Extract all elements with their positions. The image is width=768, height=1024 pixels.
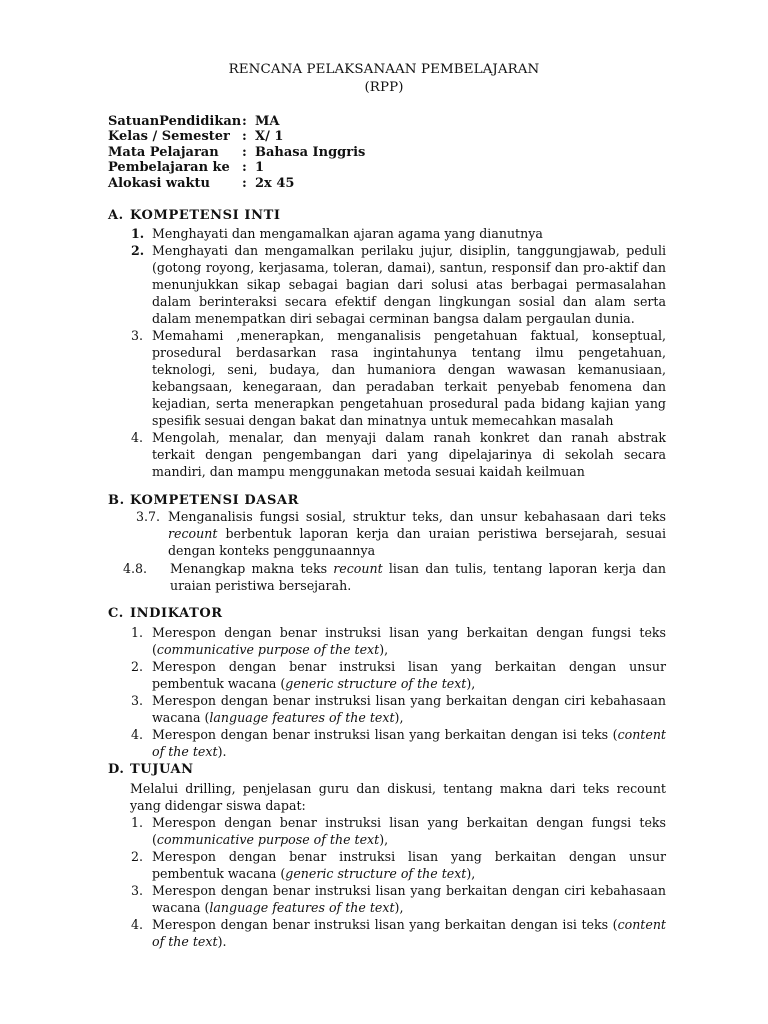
list-text-em: recount [168, 526, 218, 541]
list-number: 4. [131, 430, 144, 445]
list-item [131, 882, 666, 916]
list-text-em: content of the text [152, 727, 666, 759]
list-number: 1. [131, 815, 144, 830]
list-text-post: ), [379, 832, 389, 847]
identity-key: Kelas / Semester [108, 129, 230, 145]
section-title: INDIKATOR [130, 606, 223, 621]
identity-key: Mata Pelajaran [108, 144, 219, 160]
list-text-pre: Merespon dengan benar instruksi lisan yang berkaitan dengan unsur pembentuk wacana ( [152, 849, 666, 881]
list-text-em: language features of the text [209, 710, 395, 725]
section-title: KOMPETENSI DASAR [130, 493, 300, 508]
list-text: Mengolah, menalar, dan menyaji dalam ranah konkret dan ranah abstrak terkait dengan pengembangan dari yang dipelajarinya di sekolah secara mandiri, dan mampu menggunakan metoda sesuai kaidah keilmuan [152, 430, 666, 479]
identity-row [108, 129, 365, 144]
list-text-pre: Merespon dengan benar instruksi lisan yang berkaitan dengan fungsi teks ( [152, 815, 666, 847]
list-number: 2. [131, 243, 145, 258]
list-text-pre: Merespon dengan benar instruksi lisan yang berkaitan dengan ciri kebahasaan wacana ( [152, 693, 666, 725]
list-item [131, 242, 666, 327]
identity-value: Bahasa Inggris [255, 144, 366, 160]
list-text: Menghayati dan mengamalkan perilaku jujur, disiplin, tanggungjawab, peduli (gotong royong, kerjasama, toleran, damai), santun, responsif dan pro-aktif dan menunjukkan sikap sebagai bagian dari solusi atas berbagai permasalahan dalam berinteraksi secara efektif dengan lingkungan sosial dan alam serta dalam menempatkan diri sebagai cerminan bangsa dalam pergaulan dunia. [152, 243, 666, 326]
list-text-post: berbentuk laporan kerja dan uraian peristiwa bersejarah, sesuai dengan konteks penggunaannya [168, 526, 666, 558]
kompetensi-dasar-item [136, 508, 666, 559]
section-c-heading [108, 605, 668, 622]
identity-value: X/ 1 [255, 129, 284, 145]
list-text-em: communicative purpose of the text [156, 832, 380, 847]
identity-row [108, 160, 365, 175]
list-text-em: language features of the text [209, 900, 395, 915]
identity-row [108, 114, 365, 129]
list-text-pre: Merespon dengan benar instruksi lisan yang berkaitan dengan unsur pembentuk wacana ( [152, 659, 666, 691]
list-number: 4.8. [123, 561, 148, 576]
indikator-list [131, 624, 666, 760]
list-text-post: ), [394, 710, 404, 725]
list-number: 2. [131, 849, 144, 864]
list-text-post: ), [466, 866, 476, 881]
list-text: Menghayati dan mengamalkan ajaran agama yang dianutnya [152, 226, 543, 241]
section-letter: D. [108, 762, 125, 777]
list-text-pre: Menganalisis fungsi sosial, struktur teks, dan unsur kebahasaan dari teks [168, 509, 666, 524]
list-text-em: communicative purpose of the text [156, 642, 380, 657]
identity-value: 2x 45 [255, 175, 295, 191]
identity-colon: : [242, 175, 247, 191]
document-subtitle: (RPP) [364, 80, 404, 95]
section-a-heading [108, 207, 668, 224]
list-text-em: content of the text [152, 917, 666, 949]
list-text-post: ), [379, 642, 389, 657]
list-item [131, 814, 666, 848]
list-item [131, 225, 666, 242]
list-number: 3. [131, 883, 144, 898]
section-letter: A. [108, 208, 124, 223]
list-text-pre: Merespon dengan benar instruksi lisan yang berkaitan dengan ciri kebahasaan wacana ( [152, 883, 666, 915]
list-item [131, 429, 666, 480]
list-text-pre: Merespon dengan benar instruksi lisan yang berkaitan dengan isi teks ( [152, 727, 618, 742]
identity-key: Alokasi waktu [108, 175, 210, 191]
list-text-post: lisan dan tulis, tentang laporan kerja dan uraian peristiwa bersejarah. [170, 561, 666, 593]
identity-row [108, 176, 365, 191]
list-number: 3.7. [136, 509, 161, 524]
list-text-em: generic structure of the text [285, 866, 467, 881]
section-title: TUJUAN [130, 762, 194, 777]
list-text-em: recount [333, 561, 383, 576]
identity-colon: : [242, 129, 247, 145]
identity-row [108, 145, 365, 160]
tujuan-list [131, 814, 666, 950]
section-letter: C. [108, 606, 124, 621]
list-item [131, 624, 666, 658]
list-item [136, 508, 666, 559]
list-text-em: generic structure of the text [285, 676, 467, 691]
identity-key: SatuanPendidikan [108, 114, 242, 129]
list-item [131, 916, 666, 950]
identity-colon: : [242, 144, 247, 160]
list-number: 3. [131, 328, 144, 343]
identity-value: MA [255, 114, 280, 129]
list-number: 1. [131, 625, 144, 640]
list-number: 2. [131, 659, 144, 674]
list-text-post: ), [394, 900, 404, 915]
list-text-pre: Merespon dengan benar instruksi lisan yang berkaitan dengan fungsi teks ( [152, 625, 666, 657]
section-title: KOMPETENSI INTI [130, 208, 281, 223]
tujuan-intro: Melalui drilling, penjelasan guru dan diskusi, tentang makna dari teks recount yang didengar siswa dapat: [130, 781, 666, 813]
identity-key: Pembelajaran ke [108, 160, 230, 176]
section-letter: B. [108, 493, 125, 508]
list-item [131, 848, 666, 882]
list-number: 3. [131, 693, 144, 708]
list-item [131, 327, 666, 429]
list-item [131, 658, 666, 692]
list-text-pre: Merespon dengan benar instruksi lisan yang berkaitan dengan isi teks ( [152, 917, 618, 932]
list-number: 1. [131, 226, 145, 241]
list-item [131, 726, 666, 760]
list-number: 4. [131, 917, 144, 932]
section-b-heading [108, 492, 668, 509]
list-text-post: ). [217, 744, 227, 759]
kompetensi-inti-list [131, 225, 666, 480]
list-text-pre: Menangkap makna teks [170, 561, 334, 576]
document-title: RENCANA PELAKSANAAN PEMBELAJARAN [228, 62, 540, 77]
list-item [123, 560, 666, 594]
list-item [131, 692, 666, 726]
list-text-post: ). [217, 934, 227, 949]
kompetensi-dasar-item [123, 560, 666, 594]
list-number: 4. [131, 727, 144, 742]
list-text: Memahami ,menerapkan, menganalisis pengetahuan faktual, konseptual, prosedural berdasarkan rasa ingintahunya tentang ilmu pengetahuan, teknologi, seni, budaya, dan humaniora dengan wawasan kemanusiaan, kebangsaan, kenegaraan, dan peradaban terkait penyebab fenomena dan kejadian, serta menerapkan pengetahuan prosedural pada bidang kajian yang spesifik sesuai dengan bakat dan minatnya untuk memecahkan masalah [152, 328, 666, 428]
identity-colon: : [242, 160, 247, 176]
identity-value: 1 [255, 160, 265, 176]
section-d-heading [108, 761, 668, 778]
identity-colon: : [242, 114, 247, 129]
identity-table [108, 114, 365, 191]
list-text-post: ), [466, 676, 476, 691]
